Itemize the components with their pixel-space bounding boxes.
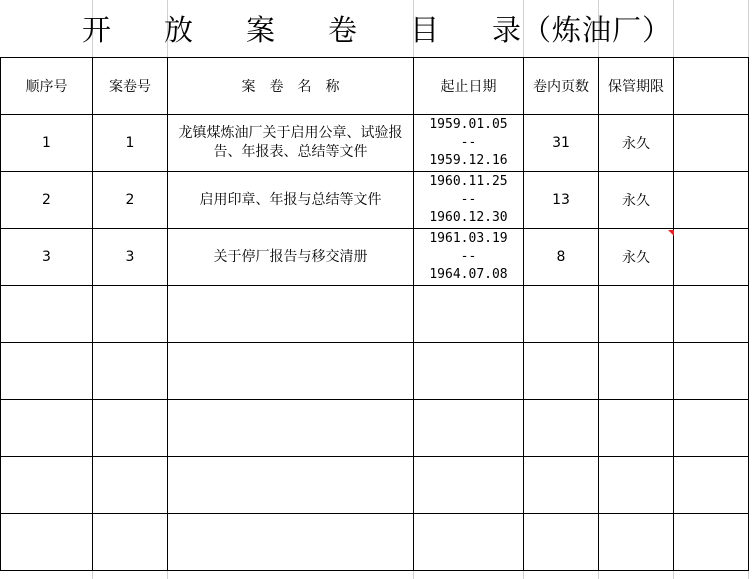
empty-cell[interactable] <box>1 400 93 457</box>
cell-extra[interactable] <box>674 115 749 172</box>
cell-volume-no[interactable]: 3 <box>93 229 168 286</box>
date-start: 1961.03.19 <box>429 231 508 246</box>
empty-cell[interactable] <box>524 514 599 571</box>
cell-extra[interactable] <box>674 172 749 229</box>
cell-page-count[interactable]: 8 <box>524 229 599 286</box>
empty-cell[interactable] <box>524 400 599 457</box>
cell-seq[interactable]: 2 <box>1 172 93 229</box>
empty-cell[interactable] <box>524 286 599 343</box>
cell-retention[interactable]: 永久 <box>599 115 674 172</box>
date-separator: -- <box>460 192 477 207</box>
date-end: 1959.12.16 <box>429 153 508 168</box>
empty-cell[interactable] <box>414 514 524 571</box>
empty-cell[interactable] <box>414 400 524 457</box>
empty-cell[interactable] <box>674 343 749 400</box>
empty-cell[interactable] <box>599 286 674 343</box>
header-extra[interactable] <box>674 58 749 115</box>
empty-cell[interactable] <box>599 343 674 400</box>
title-char: 卷 <box>328 13 359 47</box>
empty-row <box>1 457 749 514</box>
empty-cell[interactable] <box>93 286 168 343</box>
cell-volume-name[interactable]: 龙镇煤炼油厂关于启用公章、试验报告、年报表、总结等文件 <box>168 115 414 172</box>
empty-cell[interactable] <box>1 457 93 514</box>
date-start: 1959.01.05 <box>429 117 508 132</box>
empty-cell[interactable] <box>674 400 749 457</box>
header-volume-no[interactable]: 案卷号 <box>93 58 168 115</box>
empty-cell[interactable] <box>414 286 524 343</box>
header-seq[interactable]: 顺序号 <box>1 58 93 115</box>
empty-cell[interactable] <box>168 286 414 343</box>
comment-indicator-icon[interactable] <box>668 230 674 236</box>
cell-volume-name[interactable]: 启用印章、年报与总结等文件 <box>168 172 414 229</box>
empty-cell[interactable] <box>1 514 93 571</box>
empty-cell[interactable] <box>599 514 674 571</box>
empty-cell[interactable] <box>93 457 168 514</box>
empty-cell[interactable] <box>674 514 749 571</box>
cell-seq[interactable]: 3 <box>1 229 93 286</box>
title-char: 录（炼油厂） <box>492 13 673 47</box>
empty-cell[interactable] <box>524 343 599 400</box>
cell-volume-no[interactable]: 1 <box>93 115 168 172</box>
title-char: 放 <box>163 13 194 47</box>
header-row <box>1 58 749 115</box>
header-retention[interactable]: 保管期限 <box>599 58 674 115</box>
cell-volume-no[interactable]: 2 <box>93 172 168 229</box>
date-separator: -- <box>460 249 477 264</box>
empty-cell[interactable] <box>599 457 674 514</box>
empty-cell[interactable] <box>168 457 414 514</box>
empty-cell[interactable] <box>599 400 674 457</box>
empty-row <box>1 343 749 400</box>
cell-volume-name[interactable]: 关于停厂报告与移交清册 <box>168 229 414 286</box>
empty-cell[interactable] <box>674 457 749 514</box>
cell-retention[interactable]: 永久 <box>599 229 674 286</box>
date-end: 1964.07.08 <box>429 267 508 282</box>
table-row <box>1 115 749 172</box>
title-char: 目 <box>410 13 441 47</box>
cell-extra[interactable] <box>674 229 749 286</box>
date-end: 1960.12.30 <box>429 210 508 225</box>
empty-cell[interactable] <box>168 343 414 400</box>
header-page-count[interactable]: 卷内页数 <box>524 58 599 115</box>
header-volume-name[interactable]: 案 卷 名 称 <box>168 58 414 115</box>
cell-page-count[interactable]: 31 <box>524 115 599 172</box>
empty-cell[interactable] <box>414 457 524 514</box>
empty-cell[interactable] <box>93 400 168 457</box>
empty-cell[interactable] <box>168 400 414 457</box>
empty-cell[interactable] <box>168 514 414 571</box>
table-row <box>1 172 749 229</box>
cell-date-range[interactable] <box>414 115 524 172</box>
date-start: 1960.11.25 <box>429 174 508 189</box>
cell-retention[interactable]: 永久 <box>599 172 674 229</box>
title-char: 案 <box>245 13 276 47</box>
page-title <box>0 0 754 57</box>
cell-date-range[interactable] <box>414 229 524 286</box>
header-date-range[interactable]: 起止日期 <box>414 58 524 115</box>
empty-row <box>1 286 749 343</box>
empty-cell[interactable] <box>674 286 749 343</box>
empty-cell[interactable] <box>93 514 168 571</box>
empty-cell[interactable] <box>414 343 524 400</box>
cell-seq[interactable]: 1 <box>1 115 93 172</box>
empty-cell[interactable] <box>1 286 93 343</box>
empty-cell[interactable] <box>1 343 93 400</box>
empty-cell[interactable] <box>524 457 599 514</box>
catalog-table <box>0 57 749 571</box>
table-row <box>1 229 749 286</box>
cell-date-range[interactable] <box>414 172 524 229</box>
cell-page-count[interactable]: 13 <box>524 172 599 229</box>
title-char: 开 <box>81 13 112 47</box>
empty-row <box>1 400 749 457</box>
date-separator: -- <box>460 135 477 150</box>
empty-cell[interactable] <box>93 343 168 400</box>
empty-row <box>1 514 749 571</box>
